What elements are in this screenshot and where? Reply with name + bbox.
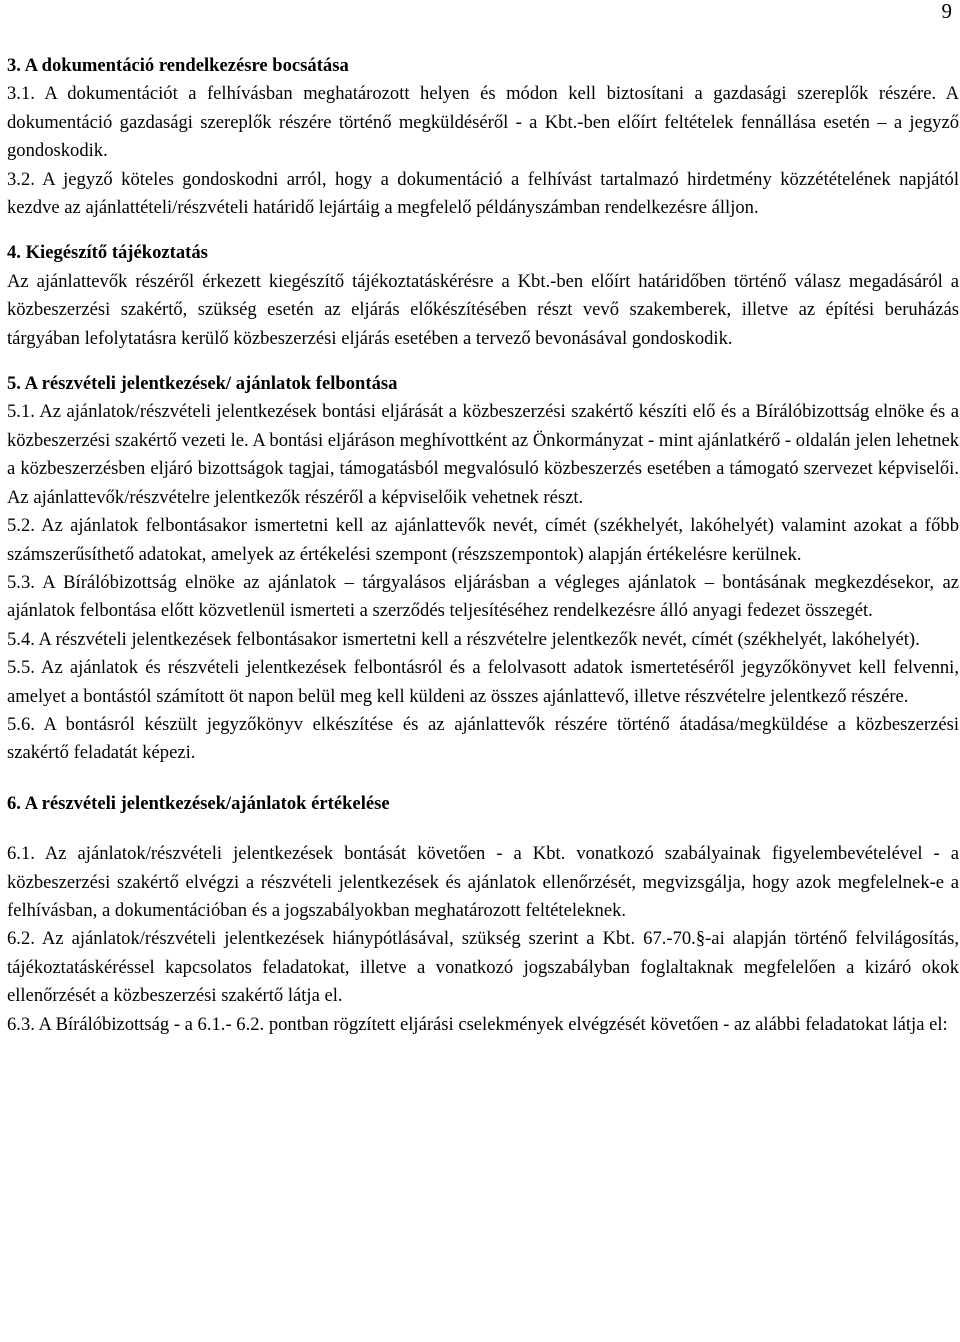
paragraph-5-4: 5.4. A részvételi jelentkezések felbontásakor ismertetni kell a részvételre jelentkezők nevét, címét (székhelyét, lakóhelyét). xyxy=(7,628,920,650)
section-3-heading: 3. A dokumentáció rendelkezésre bocsátása xyxy=(7,55,349,76)
spacer xyxy=(7,222,959,239)
document-body xyxy=(7,52,959,1039)
page-number: 9 xyxy=(941,0,952,23)
paragraph-5-6: 5.6. A bontásról készült jegyzőkönyv elkészítése és az ajánlattevők részére történő átadása/megküldése a közbeszerzési szakértő feladatát képezi. xyxy=(7,713,959,764)
paragraph-3-2: 3.2. A jegyző köteles gondoskodni arról, hogy a dokumentáció a felhívást tartalmazó hirdetmény közzétételének napjától kezdve az ajánlattételi/részvételi határidő lejártáig a megfelelő példányszámban rendelkezésre álljon. xyxy=(7,168,959,219)
paragraph-3-1: 3.1. A dokumentációt a felhívásban meghatározott helyen és módon kell biztosítani a gazdasági szereplők részére. A dokumentáció gazdasági szereplők részére történő megküldéséről - a Kbt.-ben előírt feltételek fennállása esetén – a jegyző gondoskodik. xyxy=(7,83,959,162)
paragraph-5-2: 5.2. Az ajánlatok felbontásakor ismertetni kell az ajánlattevők nevét, címét (székhelyét, lakóhelyét) valamint azokat a főbb számszerűsíthető adatokat, amelyek az értékelési szempont (részszempontok) alapján értékelésre kerülnek. xyxy=(7,515,959,565)
paragraph-6-3: 6.3. A Bírálóbizottság - a 6.1.- 6.2. pontban rögzített eljárási cselekmények elvégzését követően - az alábbi feladatokat látja el: xyxy=(7,1013,948,1035)
section-4-heading: 4. Kiegészítő tájékoztatás xyxy=(7,242,208,264)
paragraph-6-2: 6.2. Az ajánlatok/részvételi jelentkezések hiánypótlásával, szükség szerint a Kbt. 67.-70.§-ai alapján történő felvilágosítás, tájékoztatáskéréssel kapcsolatos feladatokat, illetve a vonatkozó jogszabályban foglaltaknak megfelelően a kizáró okok ellenőrzését a közbeszerzési szakértő látja el. xyxy=(7,928,959,1007)
section-5-heading: 5. A részvételi jelentkezések/ ajánlatok felbontása xyxy=(7,373,398,395)
spacer xyxy=(7,818,959,840)
spacer xyxy=(7,768,959,790)
paragraph-4-1: Az ajánlattevők részéről érkezett kiegészítő tájékoztatáskérésre a Kbt.-ben előírt határidőben történő válasz megadásáról a közbeszerzési szakértő, szükség esetén az eljárás előkészítésében részt vevő szakemberek, illetve az építési beruházás tárgyában lefolytatásra kerülő közbeszerzési eljárás esetében a tervező bevonásával gondoskodik. xyxy=(7,270,959,349)
paragraph-5-5: 5.5. Az ajánlatok és részvételi jelentkezések felbontásról és a felolvasott adatok ismertetéséről jegyzőkönyvet kell felvenni, amelyet a bontástól számított öt napon belül meg kell küldeni az összes ajánlattevő, illetve részvételre jelentkező részére. xyxy=(7,657,959,707)
spacer xyxy=(7,353,959,370)
paragraph-5-3: 5.3. A Bírálóbizottság elnöke az ajánlatok – tárgyalásos eljárásban a végleges ajánlatok – bontásának megkezdésekor, az ajánlatok felbontása előtt közvetlenül ismerteti a szerződés teljesítéséhez rendelkezésre álló anyagi fedezet összegét. xyxy=(7,571,959,622)
section-6-heading: 6. A részvételi jelentkezések/ajánlatok értékelése xyxy=(7,792,390,814)
paragraph-5-1: 5.1. Az ajánlatok/részvételi jelentkezések bontási eljárását a közbeszerzési szakértő készíti elő és a Bírálóbizottság elnöke és a közbeszerzési szakértő vezeti le. A bontási eljáráson meghívottként az Önkormányzat - mint ajánlatkérő - oldalán jelen lehetnek a közbeszerzésben eljáró bizottságok tagjai, támogatásból megvalósuló közbeszerzés esetében a támogató szervezet képviselői. Az ajánlattevők/részvételre jelentkezők részéről a képviselőik vehetnek részt. xyxy=(7,401,959,508)
paragraph-6-1: 6.1. Az ajánlatok/részvételi jelentkezések bontását követően - a Kbt. vonatkozó szabályainak figyelembevételével - a közbeszerzési szakértő elvégzi a részvételi jelentkezések és ajánlatok ellenőrzését, megvizsgálja, hogy azok megfelelnek-e a felhívásban, a dokumentációban és a jogszabályokban meghatározott feltételeknek. xyxy=(7,843,959,921)
